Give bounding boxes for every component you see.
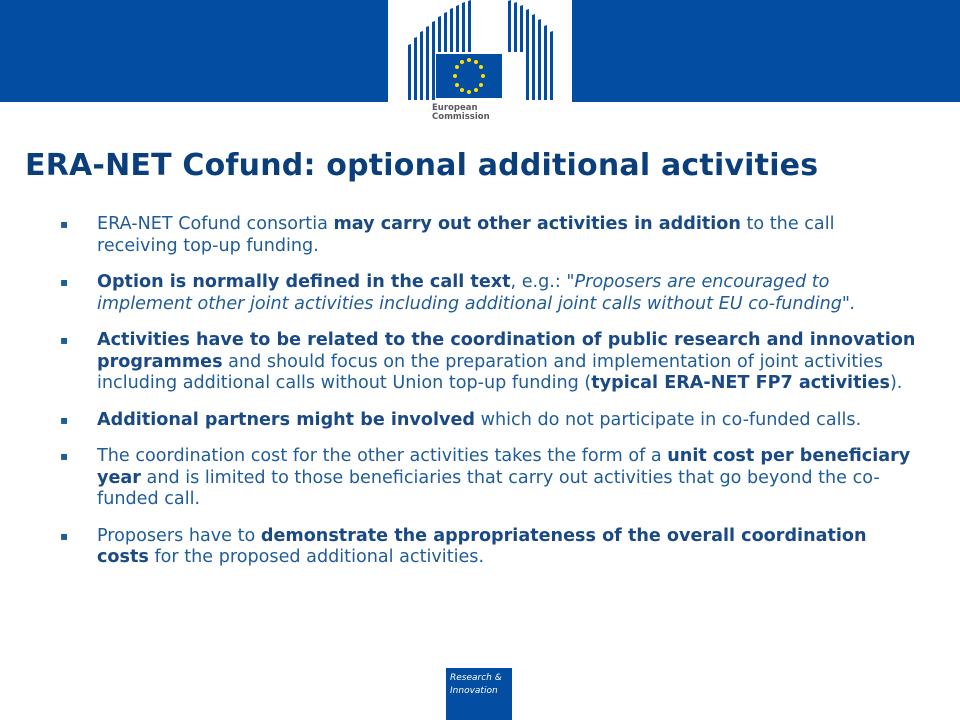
bullet-item — [60, 446, 920, 511]
bullet-emphasis: Additional partners might be involved — [97, 409, 476, 430]
research-innovation-logo — [446, 668, 512, 720]
bullet-emphasis: Option is normally defined in the call text — [97, 272, 511, 292]
bullet-text: ). — [889, 373, 903, 393]
bullet-text: Proposers have to — [97, 525, 261, 546]
ri-line1: Research & — [450, 673, 502, 683]
bullet-item — [60, 410, 920, 432]
bullet-emphasis: Activities have to be related to the coordination of public research and innovation programmes — [97, 330, 916, 372]
bullet-text: and is limited to those beneficiaries that carry out activities that go beyond the co-funded call. — [97, 467, 880, 509]
bullet-item — [60, 330, 920, 395]
bullet-item — [60, 214, 920, 257]
bullet-marker-icon: ▪ — [60, 275, 69, 289]
bullet-marker-icon: ▪ — [60, 528, 69, 543]
bullet-text: The coordination cost for the other activities takes the form of a — [97, 446, 668, 466]
bullet-marker-icon: ▪ — [60, 412, 69, 427]
bullet-emphasis: demonstrate the appropriateness of the overall coordination costs — [97, 525, 867, 567]
org-name-line2: Commission — [432, 112, 490, 122]
bullet-text: which do not participate in co-funded calls. — [475, 409, 862, 430]
bullet-list — [60, 214, 920, 584]
bullet-text: ERA-NET Cofund consortia — [97, 214, 334, 234]
bullet-text: for the proposed additional activities. — [148, 547, 485, 567]
bullet-marker-icon: ▪ — [60, 333, 69, 347]
bullet-text: to the call receiving top-up funding. — [97, 214, 835, 256]
bullet-marker-icon: ▪ — [60, 217, 69, 231]
bullet-emphasis: typical ERA-NET FP7 activities — [591, 373, 890, 393]
bullet-quote: "Proposers are encouraged to implement other joint activities including additional joint calls without EU co-funding". — [97, 272, 856, 314]
bullet-text: , e.g.: — [510, 272, 567, 292]
page-title: ERA-NET Cofund: optional additional activities — [25, 148, 819, 183]
bullet-item — [60, 272, 920, 315]
bullet-item — [60, 526, 920, 569]
org-name — [432, 104, 490, 122]
bullet-emphasis: may carry out other activities in addition — [333, 214, 741, 234]
bullet-emphasis: unit cost per beneficiary year — [97, 446, 911, 488]
org-name-line1: European — [432, 103, 478, 113]
bullet-text: and should focus on the preparation and implementation of joint activities including additional calls without Union top-up funding ( — [97, 351, 884, 393]
bullet-marker-icon: ▪ — [60, 449, 69, 463]
research-innovation-text — [450, 672, 502, 698]
ri-line2: Innovation — [450, 686, 498, 696]
